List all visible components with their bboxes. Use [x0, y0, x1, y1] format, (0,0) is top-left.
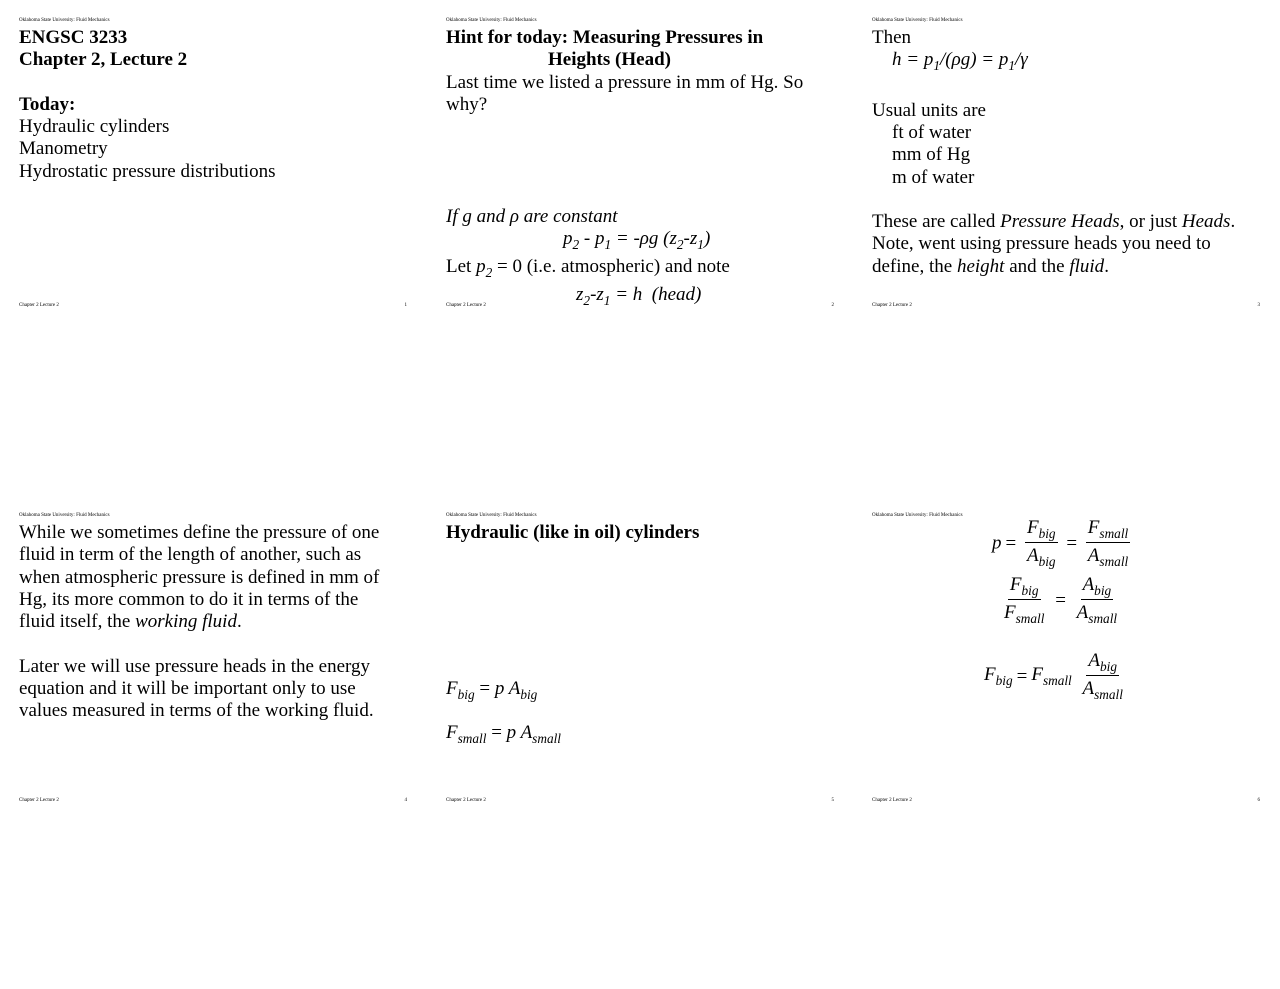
slide-title: Hydraulic (like in oil) cylinders — [446, 522, 700, 543]
equation-head-definition: $h = p_1/(\rho g) = p_1/\gamma$ — [892, 49, 1028, 74]
page-number: 5 — [831, 798, 834, 803]
condition-text: If g and ρ are constant — [446, 206, 618, 227]
text-line: fluid itself, the working fluid. — [19, 611, 242, 633]
text-line: why? — [446, 93, 488, 115]
topic-item: Hydrostatic pressure distributions — [19, 160, 276, 182]
equation-force-big-solved: $F_{big} = F_{small}$ $\frac{A_{big}}{A_{small}}$ — [984, 650, 1123, 702]
slide-footer: Chapter 2 Lecture 2 — [446, 303, 486, 308]
topic-item: Manometry — [19, 138, 108, 160]
text-line: While we sometimes define the pressure of one — [19, 522, 380, 543]
slide-body — [872, 27, 1264, 278]
slide-header: Oklahoma State University: Fluid Mechanics — [19, 513, 110, 518]
slide-2 — [446, 18, 838, 314]
slide-footer: Chapter 2 Lecture 2 — [446, 798, 486, 803]
slide-footer: Chapter 2 Lecture 2 — [19, 303, 59, 308]
text-line: These are called Pressure Heads, or just Heads. — [872, 211, 1236, 233]
text-line: values measured in terms of the working fluid. — [19, 700, 374, 722]
page-number: 3 — [1257, 303, 1260, 308]
text-line: fluid in term of the length of another, such as — [19, 544, 362, 566]
then-text: Then — [872, 27, 912, 48]
slide-4 — [19, 513, 411, 809]
units-intro: Usual units are — [872, 99, 986, 121]
slide-body — [19, 522, 411, 723]
slide-header: Oklahoma State University: Fluid Mechanics — [446, 18, 537, 23]
equation-force-small: $F_{small} = p$ $A_{small}$ — [446, 722, 561, 746]
slide-body — [446, 27, 838, 116]
slide-5 — [446, 513, 838, 809]
slide-header: Oklahoma State University: Fluid Mechanics — [19, 18, 110, 23]
slide-header: Oklahoma State University: Fluid Mechanics — [872, 513, 963, 518]
slide-footer: Chapter 2 Lecture 2 — [872, 798, 912, 803]
text-line: define, the height and the fluid. — [872, 255, 1109, 277]
text-line: Note, went using pressure heads you need to — [872, 233, 1211, 255]
page-number: 6 — [1257, 798, 1260, 803]
topic-item: Hydraulic cylinders — [19, 116, 170, 138]
text-line: Later we will use pressure heads in the energy — [19, 655, 371, 677]
equation-pressure-ratio: p = $\frac{F_{big}}{A_{big}}$ = $\frac{F_{small}}{A_{small}}$ — [992, 517, 1129, 569]
unit-item: mm of Hg — [892, 144, 971, 166]
page-number: 2 — [831, 303, 834, 308]
text-line: equation and it will be important only to use — [19, 678, 356, 700]
slide-footer: Chapter 2 Lecture 2 — [19, 798, 59, 803]
slide-1 — [19, 18, 411, 314]
text-line: Last time we listed a pressure in mm of Hg. So — [446, 71, 804, 93]
page-number: 4 — [404, 798, 407, 803]
slide-3 — [872, 18, 1264, 314]
text-line: when atmospheric pressure is defined in mm of — [19, 566, 380, 588]
slide-header: Oklahoma State University: Fluid Mechanics — [446, 513, 537, 518]
let-statement: Let $p_2 = 0$ (i.e. atmospheric) and note — [446, 256, 730, 281]
today-heading: Today: — [19, 93, 76, 115]
slide-6 — [872, 513, 1264, 809]
slide-body — [446, 522, 838, 544]
equation-pressure-difference: $p_2 - p_1 = -\rho g$ $(z_2-z_1)$ — [563, 228, 711, 253]
course-code: ENGSC 3233 — [19, 27, 128, 48]
equation-force-big: $F_{big} = p$ $A_{big}$ — [446, 678, 538, 702]
slide-title: Hint for today: Measuring Pressures in — [446, 27, 764, 48]
lecture-title: Chapter 2, Lecture 2 — [19, 49, 188, 71]
slide-body — [19, 27, 411, 183]
unit-item: ft of water — [892, 121, 972, 143]
slide-header: Oklahoma State University: Fluid Mechanics — [872, 18, 963, 23]
equation-head: $z_2-z_1 = h$ (head) — [576, 284, 702, 309]
slide-title-cont: Heights (Head) — [548, 49, 671, 71]
text-line: Hg, its more common to do it in terms of the — [19, 588, 359, 610]
slide-footer: Chapter 2 Lecture 2 — [872, 303, 912, 308]
equation-force-area-ratio: $\frac{F_{big}}{F_{small}}$ = $\frac{A_{big}}{A_{small}}$ — [1004, 574, 1118, 626]
unit-item: m of water — [892, 166, 975, 188]
page-number: 1 — [404, 303, 407, 308]
